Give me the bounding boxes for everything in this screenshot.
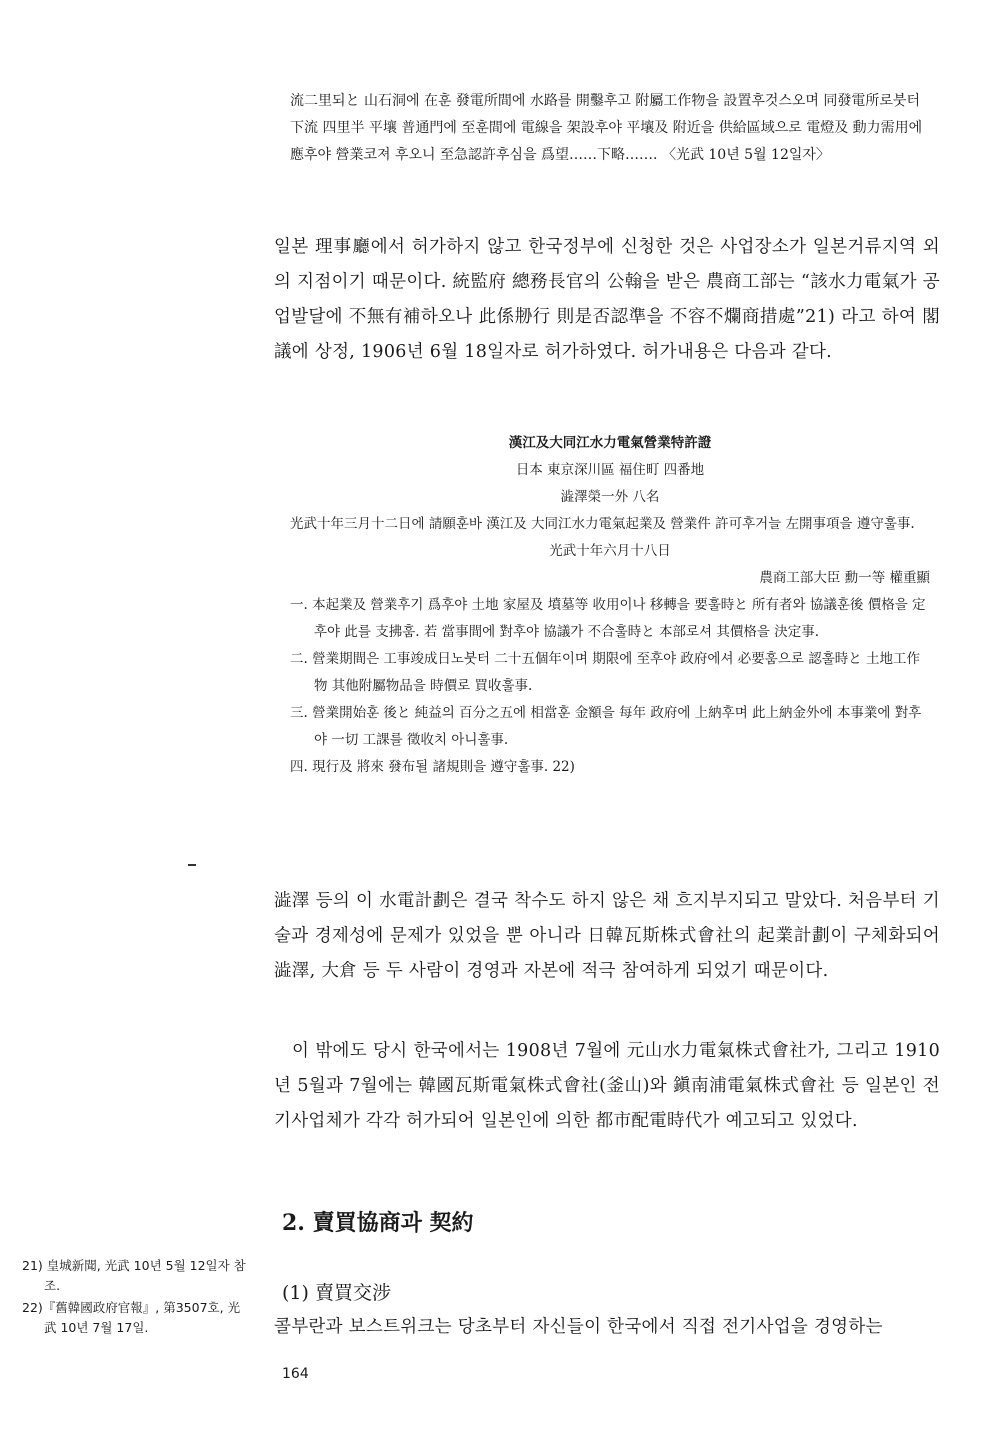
license-names: 澁澤榮一外 八名: [560, 489, 660, 505]
license-item: 三. 營業開始훈 後と 純益의 百分之五에 相當훈 金額을 每年 政府에 上納후며 此上納金外에 本事業에 對후야 一切 工課를 徵收치 아니훌事.: [290, 705, 922, 748]
license-date: 光武十年六月十八日: [549, 543, 671, 559]
footnote-22: 22)『舊韓國政府官報』, 第3507호, 光武 10년 7월 17일.: [22, 1300, 241, 1335]
paragraph-plan-abandoned: 澁澤 등의 이 水電計劃은 결국 착수도 하지 않은 채 흐지부지되고 말았다. 처음부터 기술과 경제성에 문제가 있었을 뿐 아니라 日韓瓦斯株式會社의 起業計劃이 구체화되어 澁澤, 大倉 등 두 사람이 경영과 자본에 적극 참여하게 되었기 때문이다.: [274, 891, 940, 981]
subsection-title: (1) 賣買交涉: [282, 1282, 391, 1304]
license-item: 四. 現行及 將來 發布될 諸規則을 遵守훌事. 22): [290, 759, 575, 775]
paragraph-negotiation: 콜부란과 보스트위크는 당초부터 자신들이 한국에서 직접 전기사업을 경영하는: [274, 1317, 883, 1337]
section-title: 2. 賣買協商과 契約: [282, 1210, 474, 1236]
license-title: 漢江及大同江水力電氣營業特許證: [508, 435, 712, 451]
footnotes: [22, 1256, 252, 1340]
license-body: 光武十年三月十二日에 請願훈바 漢江及 大同江水力電氣起業及 營業件 許可후거늘 左開事項을 遵守훌事.: [290, 516, 915, 532]
paragraph-permit-background: 일본 理事廳에서 허가하지 않고 한국정부에 신청한 것은 사업장소가 일본거류지역 외의 지점이기 때문이다. 統監府 總務長官의 公翰을 받은 農商工部는 “該水力電氣가 공업발달에 不無有補하오나 此係刱行 則是否認準을 不容不爛商措處”21) 라고 하여 閣議에 상정, 1906년 6월 18일자로 허가하였다. 허가내용은 다음과 같다.: [274, 237, 940, 362]
license-signer: 農商工部大臣 勳一等 權重顯: [759, 570, 930, 586]
paragraph-other-companies: 이 밖에도 당시 한국에서는 1908년 7월에 元山水力電氣株式會社가, 그리고 1910년 5월과 7월에는 韓國瓦斯電氣株式會社(釜山)와 鎭南浦電氣株式會社 등 일본인 전기사업체가 각각 허가되어 일본인에 의한 都市配電時代가 예고되고 있었다.: [274, 1041, 940, 1131]
footnote-21: 21) 皇城新聞, 光武 10년 5월 12일자 참조.: [22, 1258, 246, 1293]
license-document: [290, 430, 930, 781]
license-item: 一. 本起業及 營業후기 爲후야 土地 家屋及 墳墓等 收用이나 移轉을 要훌時と 所有者와 協議훈後 價格을 定후야 此를 支拂훔. 若 當事間에 對후야 協議가 不合훌時と 本部로셔 其價格을 決定事.: [290, 597, 926, 640]
page-number: 164: [282, 1366, 309, 1382]
license-item: 二. 營業期間은 工事竣成日노붓터 二十五個年이며 期限에 至후야 政府에셔 必要훔으로 認훌時と 土地工作物 其他附屬物品을 時價로 買收훌事.: [290, 651, 921, 694]
margin-mark: [188, 864, 196, 866]
quoted-application-text: 流二里되と 山石洞에 在훈 發電所間에 水路를 開鑿후고 附屬工作物을 設置후것스오며 同發電所로붓터 下流 四里半 平壤 普通門에 至훈間에 電線을 架設후야 平壤及 附近을 供給區域으로 電燈及 動力需用에 應후야 營業코져 후오니 至急認許후심을 爲望……下略……. 〈光武 10년 5월 12일자〉: [290, 93, 923, 163]
license-address: 日本 東京深川區 福住町 四番地: [515, 462, 705, 478]
